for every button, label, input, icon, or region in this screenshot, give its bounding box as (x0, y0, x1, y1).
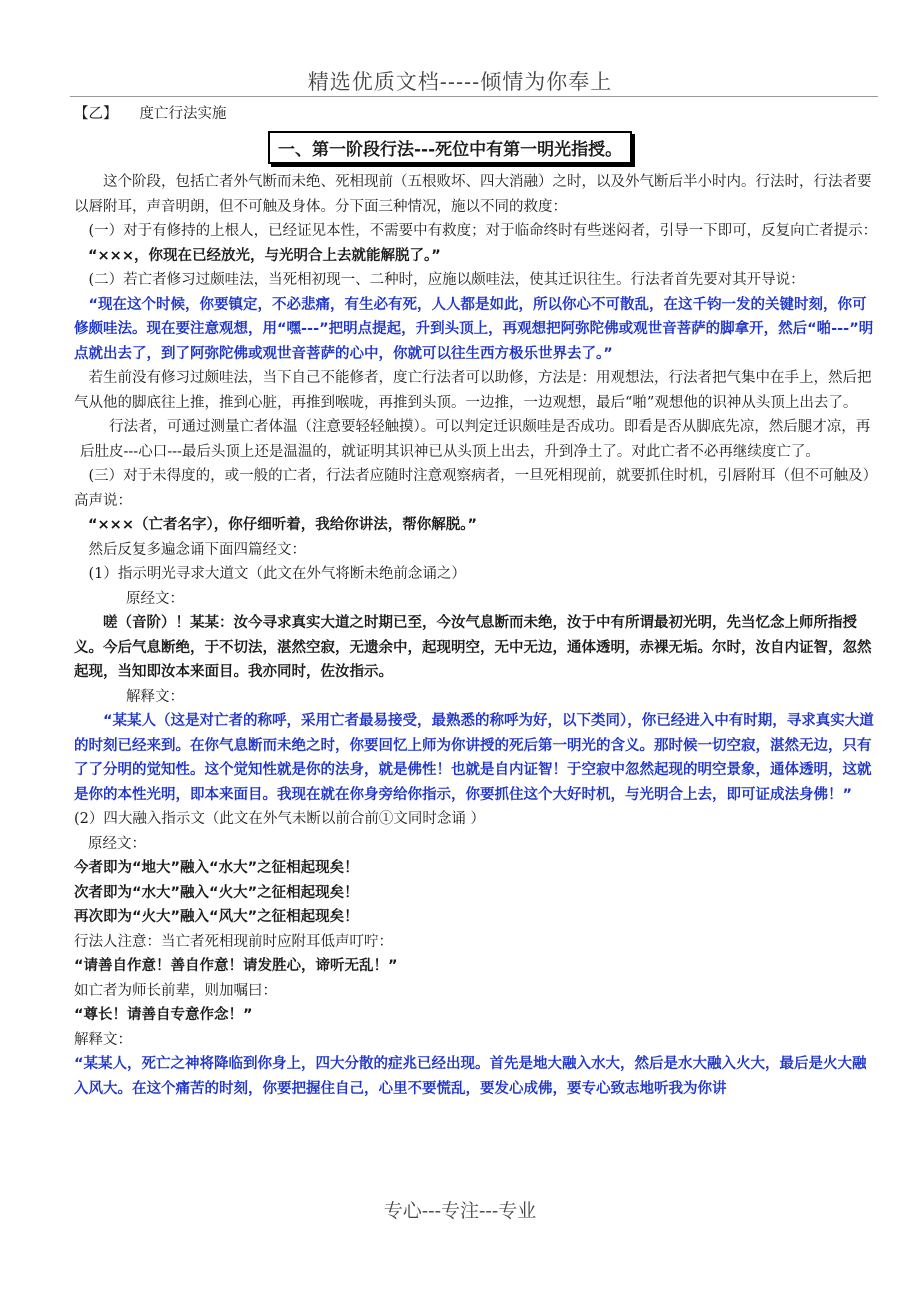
label: 原经文： (88, 835, 146, 852)
quote-bold: “×××（亡者名字），你仔细听着，我给你讲法，帮你解脱。” (88, 517, 478, 533)
label: 原经文： (126, 590, 184, 607)
header-divider (70, 96, 878, 97)
subheading: (1）指示明光寻求大道文（此文在外气将断未绝前念诵之） (88, 566, 466, 582)
scripture-line: 次者即为“水大”融入“火大”之征相起现矣！ (74, 884, 359, 901)
paragraph: 这个阶段，包括亡者外气断而未绝、死相现前（五根败坏、四大消融）之时，以及外气断后半小时内。行法时，行法者要以唇附耳，声音明朗，但不可触及身体。分下面三种情况，施以不同的救度： (74, 174, 872, 215)
quote-bold: “×××，你现在已经放光，与光明合上去就能解脱了。” (88, 247, 441, 264)
page-footer: 专心---专注---专业 (383, 1200, 537, 1222)
section-bracket: 【乙】 (74, 106, 118, 122)
explanation-blue: “某某人（这是对亡者的称呼，采用亡者最易接受，最熟悉的称呼为好，以下类同），你已经进入中有时期，寻求真实大道的时刻已经来到。在你气息断而未绝之时，你要回忆上师为你讲授的死后第一明光的含义。那时候一切空寂，湛然无边，只有了了分明的觉知性。这个觉知性就是你的法身，就是佛性！也就是自内证智！于空寂中忽然起现的明空景象，通体透明，这就是你的本性光明，即本来面目。我现在就在你身旁给你指示，你要抓住这个大好时机，与光明合上去，即可证成法身佛！” (74, 713, 874, 803)
stage-title: 一、第一阶段行法---死位中有第一明光指授。 (268, 131, 632, 164)
quote-bold: “尊长！请善自专意作念！” (74, 1007, 253, 1023)
page-header: 精选优质文档-----倾情为你奉上 (307, 70, 613, 94)
section-title: 度亡行法实施 (139, 106, 227, 122)
section-heading (74, 102, 227, 123)
document-body (74, 170, 880, 1101)
scripture-line: 今者即为“地大”融入“水大”之征相起现矣！ (74, 860, 359, 876)
scripture-original: 嗟（音阶）！某某：汝今寻求真实大道之时期已至，今汝气息断而未绝，汝于中有所谓最初光明，先当忆念上师所指授义。今后气息断绝，于不切法，湛然空寂，无遗余中，起现明空，无中无边，通体透明，赤裸无垢。尔时，汝自内证智，忽然起现，当知即汝本来面目。我亦同时，佐汝指示。 (74, 615, 872, 680)
paragraph: 如亡者为师长前辈，则加嘱曰： (74, 982, 277, 999)
explanation-blue: “某某人，死亡之神将降临到你身上，四大分散的症兆已经出现。首先是地大融入水大，然后是水大融入火大，最后是火大融入风大。在这个痛苦的时刻，你要把握住自己，心里不要慌乱，要发心成佛，要专心致志地听我为你讲 (74, 1056, 867, 1097)
paragraph: (三）对于未得度的，或一般的亡者，行法者应随时注意观察病者，一旦死相现前，就要抓住时机，引唇附耳（但不可触及）高声说： (74, 468, 878, 509)
paragraph: 行法人注意：当亡者死相现前时应附耳低声叮咛： (74, 933, 393, 950)
paragraph: 然后反复多遍念诵下面四篇经文： (88, 541, 306, 558)
paragraph: (二）若亡者修习过颇哇法，当死相初现一、二种时，应施以颇哇法，使其迁识往生。行法者首先要对其开导说： (88, 272, 805, 288)
scripture-line: 再次即为“火大”融入“风大”之征相起现矣！ (74, 909, 359, 925)
label: 解释文： (126, 688, 184, 705)
paragraph: 行法者，可通过测量亡者体温（注意要轻轻触摸）。可以判定迁识颇哇是否成功。即看是否从脚底先凉，然后腿才凉，再后肚皮---心口---最后头顶上还是温温的，就证明其识神已从头顶上出去，升到净土了。对此亡者不必再继续度亡了。 (80, 419, 871, 460)
quote-bold: “请善自作意！善自作意！请发胜心，谛听无乱！” (74, 958, 398, 974)
quote-blue: “现在这个时候，你要镇定，不必悲痛，有生必有死，人人都是如此，所以你心不可散乱，在这千钧一发的关键时刻，你可修颇哇法。现在要注意观想，用“嘿---”把明点提起，升到头顶上，再观想把阿弥陀佛或观世音菩萨的脚拿开，然后“啪---”明点就出去了，到了阿弥陀佛或观世音菩萨的心中，你就可以往生西方极乐世界去了。” (74, 296, 874, 362)
label: 解释文： (74, 1031, 132, 1048)
paragraph: 若生前没有修习过颇哇法，当下自己不能修者，度亡行法者可以助修，方法是：用观想法，行法者把气集中在手上，然后把气从他的脚底往上推，推到心脏，再推到喉咙，再推到头顶。一边推，一边观想，最后“啪”观想他的识神从头顶上出去了。 (74, 370, 872, 411)
subheading: (2）四大融入指示文（此文在外气未断以前合前①文同时念诵 ） (74, 811, 485, 827)
paragraph: (一）对于有修持的上根人，已经证见本性，不需要中有救度；对于临命终时有些迷闷者，引导一下即可，反复向亡者提示： (88, 223, 878, 239)
